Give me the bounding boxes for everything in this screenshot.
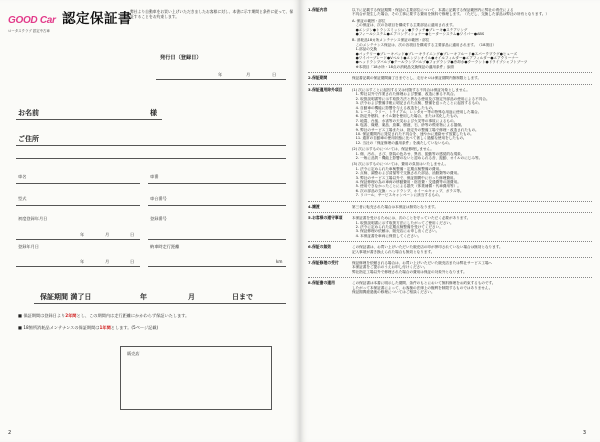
terms-line: 7. リコール、サービスキャンペーンに該当するもの。 [352, 193, 443, 198]
first-reg-day: 日 [130, 232, 135, 237]
terms-line: 10. 保証期間内に発見された不具合を、速やかに連絡せず放置したもの。 [352, 131, 474, 136]
terms-line: A. 保証の範囲・部位 [352, 18, 386, 23]
note-bullet-icon: ■ [18, 313, 22, 318]
terms-section [308, 281, 592, 294]
section-divider [308, 212, 592, 213]
expiry-month: 月 [188, 293, 195, 301]
odometer-unit: km [276, 259, 283, 264]
logo-text: GOOD Car [8, 15, 56, 26]
terms-section-body [352, 261, 592, 274]
terms-line: 記入事項が書き換えられた場合も無効となります。 [352, 249, 435, 254]
terms-line: 3. 法令および整備手帳に明記された点検、整備を怠ったことに起因するもの。 [352, 101, 483, 106]
terms-line: 9. 弊社のサービス工場または、指定外の整備工場で修理・改造されたもの。 [352, 127, 479, 132]
terms-line: したがって本保証書によって、お客様の法律上の権利を制限するものではありません。 [352, 285, 493, 290]
terms-line: このメンテナンス保証は、次の各項目を構成する主要部品に適用されます。（18項目） [352, 42, 497, 47]
terms-line: 2. 点検、調整および清掃等で交換された部品、油脂類等の費用。 [352, 171, 461, 176]
terms-section [308, 205, 592, 210]
reg-date-underline [16, 266, 140, 267]
terms-line: ●エンジン●トランスミッション●クラッチ●ブレーキ●ステアリング [352, 27, 468, 32]
note-bullet-icon: ■ [18, 325, 22, 330]
terms-line: (3) 次に示すものについては、費用の負担はいたしません。 [352, 162, 449, 167]
note1-pre: 保証期間は登録日より [23, 313, 66, 318]
address-underline-1 [16, 145, 286, 146]
section-divider [308, 84, 592, 85]
terms-line: 第三者に転売された場合は本保証は無効となります。 [352, 204, 438, 209]
page-number-left: 2 [8, 430, 12, 436]
terms-line: 1. 弊社以外で作業された修理および整備、改造に係る不具合。 [352, 92, 458, 97]
terms-section-body [352, 245, 592, 254]
terms-line: この保証書は、お買い上げいただいた販売店の印が押印されていない場合は無効となります。 [352, 245, 503, 250]
terms-line: 本保証書を受けるためには、次のことを守っていただく必要があります。 [352, 216, 471, 221]
odometer-underline [148, 266, 286, 267]
reg-date-year: 年 [80, 259, 85, 264]
page-title: 認定保証書 [62, 11, 132, 27]
first-registration-label: 初度登録年月日 [18, 216, 48, 221]
reg-date-month: 月 [105, 259, 110, 264]
reg-date-day: 日 [130, 259, 135, 264]
terms-section-body [352, 88, 592, 198]
section-divider [308, 277, 592, 278]
reg-number-underline [148, 239, 286, 240]
shop-stamp-box [120, 346, 272, 410]
terms-line: この保証書は本書に明示した期間、条件のもとにおいて無料修理をお約束するものです。 [352, 281, 496, 286]
section-divider [308, 241, 592, 242]
shop-label: 販売店 [127, 351, 140, 356]
terms-section-label: 8.保証書の適用 [308, 280, 335, 286]
note2-pre: 18箇所消耗品メンテナンスの保証期間は [23, 325, 100, 330]
note-warranty-period [18, 313, 288, 318]
chassis-underline [148, 205, 286, 206]
terms-section [308, 216, 592, 238]
terms-section-body [352, 8, 592, 69]
terms-section-label: 2.保証期間 [308, 75, 328, 81]
first-reg-underline [16, 239, 140, 240]
intro-text: 弊社より自動車をお買い上げいただきましたお客様に対し、本書に示す期間と条件に従って、保証することをお約束します。 [130, 9, 294, 19]
issue-date-label: 発行日（登録日） [160, 55, 202, 61]
logo-subtitle: ロータスクラブ 認定中古車 [8, 29, 50, 33]
terms-section [308, 76, 592, 81]
expiry-label: 保証期間 満了日 [40, 293, 92, 301]
name-label: お名前 [18, 109, 39, 117]
note1-highlight: 2年間 [65, 313, 77, 318]
terms-section-label: 6.保証の無効 [308, 244, 332, 250]
terms-line: 1. 傷、汚れ、さび、塗装の色あせ、異音、振動等の感覚的な現象。 [352, 151, 465, 156]
car-name-label: 車名 [18, 174, 27, 179]
note1-post: とし、この期間内は走行距離にかかわらず保証いたします。 [76, 313, 190, 318]
terms-sections [308, 8, 592, 298]
terms-line: (2) 次に示すものについては、保証修理しません。 [352, 147, 434, 152]
terms-line: この保証は、次の各項目を構成する主要部品に適用されます。 [352, 23, 456, 28]
terms-line: ●バッテリー●ブレーキパッド●ブレーキライニング●ブレーキフルード●スパークプラグ●ヒューズ [352, 51, 518, 56]
terms-line: 12. 当社の「保証修理の適用条件」を満たしていないもの。 [352, 140, 453, 145]
terms-line: 弊社指定工場以外で修理された場合の費用は保証の対象外となります。 [352, 269, 467, 274]
terms-section-label: 1.保証内容 [308, 7, 328, 12]
registration-number-label: 登録番号 [150, 216, 167, 221]
terms-line: (1) 次に示すことに起因する又は付随する不具合は保証対象としません。 [352, 87, 470, 92]
odometer-label: 納車時走行距離 [150, 244, 180, 249]
terms-section-label: 7.保証修理の受付 [308, 260, 339, 266]
terms-line: 6. 次の部品の交換：ヘッドランプ、ホイールキャップ、ガラス等。 [352, 188, 464, 193]
terms-section [308, 8, 592, 69]
terms-line: 1. 法令に定められた車検整備・定期点検整備の費用。 [352, 166, 443, 171]
model-underline [16, 205, 140, 206]
model-label: 型式 [18, 196, 27, 201]
section-divider [308, 72, 592, 73]
terms-line: 4. 保証修理の為の車両の移動費用・宿泊費・交通費等の諸費用。 [352, 180, 461, 184]
terms-section-body [352, 205, 592, 210]
section-divider [308, 201, 592, 202]
terms-line: 11. 通常の自動車の使用状態に比べて著しく過酷な使用をしたもの。 [352, 136, 467, 141]
terms-line: 保証期間経過後の修理についてはご相談ください。 [352, 290, 435, 295]
terms-line: 5. レース、ラリー、トライアル、レンタカー等の特殊な用途に使用した場合。 [352, 109, 482, 114]
issue-date-day: 日 [272, 72, 277, 77]
terms-line: 3. 保証修理の依頼は、販売店にお申し出ください。 [352, 229, 440, 234]
terms-section [308, 261, 592, 274]
terms-section-body [352, 76, 592, 81]
terms-line: 8. 塩害、煤煙、薬品、鳥糞、樹液、石、砂等の飛来物による損傷。 [352, 123, 465, 128]
address-label: ご住所 [18, 135, 39, 143]
terms-section [308, 245, 592, 254]
terms-line: 不具合が発生した場合、その工事に要する費用を無料で修理します。（ただし、交換した部品は弊社の所有となります。） [352, 12, 550, 17]
logo [8, 8, 60, 33]
terms-line: 7. 地震、台風、水害等の天災および火災等の事故によるもの。 [352, 118, 458, 123]
terms-line: 5. 使用できなかったことによる損失（休業補償・代車費用等）。 [352, 184, 461, 189]
expiry-year: 年 [140, 293, 147, 301]
terms-section-body [352, 281, 592, 294]
terms-section-label: 4.譲渡 [308, 203, 320, 209]
section-divider [308, 257, 592, 258]
issue-date-year: 年 [218, 72, 223, 77]
terms-line: 1. 取扱説明書に示す取扱方法にしたがってご使用ください。 [352, 220, 454, 225]
terms-line: 以下に記載する保証期間・保証の主要部位について、本書に記載する保証範囲内に弊社の責任による [352, 8, 514, 12]
terms-line: 1.部品の交換 [352, 47, 377, 52]
expiry-underline [34, 303, 286, 304]
terms-line: 3. 弊社のサービス工場以外で、保証期間中に行った修理費用。 [352, 175, 458, 180]
terms-section [308, 88, 592, 198]
car-name-underline [16, 183, 140, 184]
name-underline [16, 119, 162, 120]
terms-line: 2. 取扱説明書等に示す取扱方法と異なる使用及び指定外部品の使用による不具合。 [352, 96, 490, 101]
note2-post: とします。(5ページ記載) [110, 325, 159, 330]
terms-line: ●フィールシステム●エアコンディショナー●ヒーターシステム●ワイパー●ABS [352, 32, 485, 37]
address-underline-2 [16, 158, 286, 159]
note-maintenance-period [18, 325, 288, 330]
issue-date-underline [156, 79, 286, 80]
terms-line: 2. 法令に定められた定期点検整備を受けてください。 [352, 225, 443, 230]
terms-line: ●ヘッドランプバルブ●テールランプバルブ●フォグランプ●冷却水●クーラント●ドライブシャフトブーツ [352, 60, 528, 65]
terms-section-body [352, 216, 592, 238]
terms-line: 4. 自動車の機能に影響を与える改造をしたもの。 [352, 105, 436, 110]
chassis-label: 車台番号 [150, 196, 167, 201]
car-number-underline [148, 183, 286, 184]
terms-line: 6. 指定外燃料、オイル類を使用した場合、または劣化したもの。 [352, 114, 461, 119]
terms-line: 本保証書をご提示のうえお申し付けください。 [352, 265, 428, 270]
note2-highlight: 1年間 [99, 325, 111, 330]
terms-line: 4. 本保証書を車両に保管してください。 [352, 233, 422, 238]
right-page [300, 0, 600, 442]
terms-line: ※本項目「18カ所・18点の消耗品交換保証の適用条件」参照 [352, 64, 454, 69]
page-number-right: 3 [582, 430, 586, 436]
expiry-day: 日まで [232, 293, 253, 301]
terms-section-label: 5.お客様の遵守事項 [308, 215, 343, 221]
name-suffix: 様 [150, 109, 157, 117]
first-reg-month: 月 [105, 232, 110, 237]
terms-line: 保証書記載の保証期間満了日までとし、走行キロは保証期間内無制限とします。 [352, 76, 482, 81]
car-number-label: 車番 [150, 174, 159, 179]
first-reg-year: 年 [80, 232, 85, 237]
terms-line: 保証修理を依頼される場合は、お買い上げいただいた販売店または弊社サービス工場へ [352, 261, 493, 266]
terms-line: B. 消耗品18カ所メンテナンス保証の範囲・部位 [352, 38, 430, 43]
registration-date-label: 登録年月日 [18, 244, 39, 249]
terms-line: ●ワイパーブレード●Vベルト●エンジンオイル●オイルフィルター●エアフィルター●エアクリーナー [352, 56, 519, 61]
issue-date-month: 月 [246, 72, 251, 77]
terms-section-label: 3.保証適用除外項目 [308, 86, 343, 92]
terms-line: 2. 一般に品質・機能上影響のないと認められる音、振動、オイルのにじみ等。 [352, 155, 483, 160]
